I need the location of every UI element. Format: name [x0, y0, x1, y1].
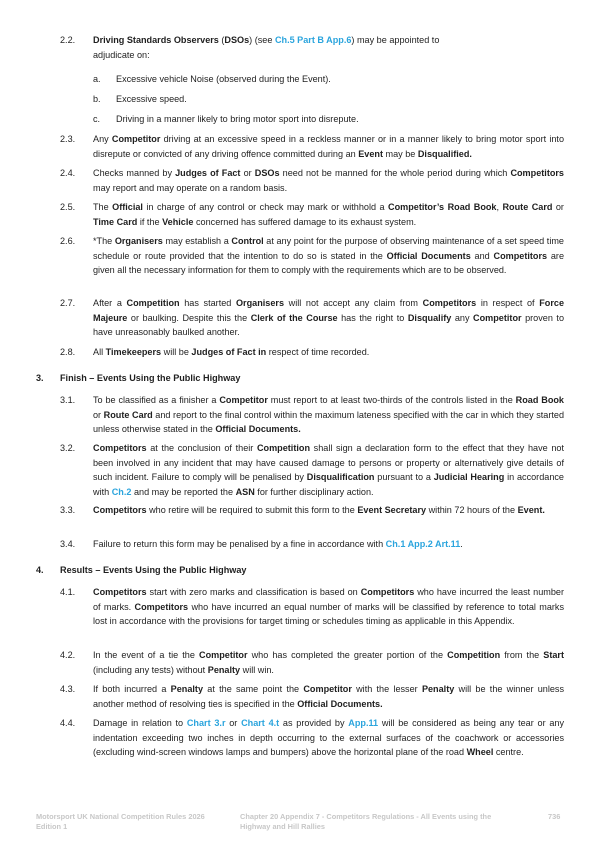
page-number: 736	[548, 812, 561, 821]
link-ch1-app2-art11[interactable]: Ch.1 App.2 Art.11	[385, 539, 461, 549]
clause-2-5: The Official in charge of any control or check may mark or withhold a Competitor’s Road Book, Route Card or Time Card if the Vehicle concerned has suffered damage to its exhaust system.	[93, 202, 564, 227]
footer-edition: Edition 1	[36, 822, 68, 831]
section-heading: Results – Events Using the Public Highway	[60, 565, 247, 575]
clause-number: 2.3.	[60, 134, 76, 144]
clause-number: 3.2.	[60, 443, 76, 453]
section-number: 4.	[36, 565, 44, 575]
clause-4-3: If both incurred a Penalty at the same point the Competitor with the lesser Penalty will be the winner unless another method of resolving ties is specified in the Official Documents.	[93, 684, 565, 709]
clause-2-3: Any Competitor driving at an excessive speed in a reckless manner or in a manner likely to bring motor sport into disrepute or convicted of any driving offence committed during an Event may be Disqualified.	[93, 134, 565, 159]
footer-chapter-line1: Chapter 20 Appendix 7 - Competitors Regulations - All Events using the	[240, 812, 492, 821]
clause-3-3: Competitors who retire will be required to submit this form to the Event Secretary within 72 hours of the Event.	[93, 505, 545, 515]
sub-item-text: Excessive vehicle Noise (observed during the Event).	[116, 74, 331, 84]
link-chart-3r[interactable]: Chart 3.r	[186, 718, 226, 728]
link-ch2[interactable]: Ch.2	[111, 486, 132, 497]
clause-2-7: After a Competition has started Organisers will not accept any claim from Competitors in respect of Force Majeure or baulking. Despite this the Clerk of the Course has the right to Disqualify any Competitor proven to have unreasonably baulked another.	[93, 298, 564, 338]
clause-number: 2.8.	[60, 347, 76, 357]
section-heading: Finish – Events Using the Public Highway	[60, 373, 241, 383]
clause-number: 4.2.	[60, 650, 76, 660]
footer-left	[36, 812, 236, 832]
clause-number: 4.1.	[60, 587, 76, 597]
link-app11[interactable]: App.11	[348, 718, 379, 728]
footer-chapter-line2: Highway and Hill Rallies	[240, 822, 326, 831]
footer-publication: Motorsport UK National Competition Rules 2026	[36, 812, 205, 821]
clause-2-8: All Timekeepers will be Judges of Fact in respect of time recorded.	[93, 347, 370, 357]
footer-middle	[240, 812, 540, 832]
link-ch5-part-b-app6[interactable]: Ch.5 Part B App.6	[274, 35, 352, 45]
clause-number: 2.7.	[60, 298, 76, 308]
clause-2-4: Checks manned by Judges of Fact or DSOs need not be manned for the whole period during which Competitors may report and may operate on a random basis.	[93, 168, 564, 193]
clause-number: 3.4.	[60, 539, 76, 549]
clause-number: 2.5.	[60, 202, 76, 212]
clause-3-4: Failure to return this form may be penalised by a fine in accordance with Ch.1 App.2 Art.11.	[93, 539, 463, 549]
sub-item-text: Excessive speed.	[116, 94, 187, 104]
clause-2-2: Driving Standards Observers (DSOs) (see Ch.5 Part B App.6) may be appointed to adjudicate on:	[93, 35, 440, 60]
sub-item-text: Driving in a manner likely to bring motor sport into disrepute.	[116, 114, 359, 124]
sub-item-label: b.	[93, 94, 101, 104]
clause-2-6: *The Organisers may establish a Control at any point for the purpose of observing maintenance of a set speed time schedule or route provided that the intention to do so is stated in the Official Documents and Competitors are given all the necessary information for them to comply with the requirements which are to be observed.	[93, 236, 565, 276]
sub-item-label: a.	[93, 74, 101, 84]
clause-number: 2.2.	[60, 35, 76, 45]
clause-4-4: Damage in relation to Chart 3.r or Chart 4.t as provided by App.11 will be considered as being any tear or any indentation exceeding two inches in depth occurring to the external surfaces of the coachwork or accessories (excluding wind-screen windows lamps and bumpers) above the horizontal plane of the road Wheel centre.	[93, 718, 565, 758]
clause-number: 3.1.	[60, 395, 76, 405]
clause-3-1: To be classified as a finisher a Competitor must report to at least two-thirds of the controls listed in the Road Book or Route Card and report to the final control within the maximum lateness specified with the car in which they started unless otherwise stated in the Official Documents.	[93, 395, 564, 435]
clause-number: 3.3.	[60, 505, 76, 515]
sub-item-label: c.	[93, 114, 101, 124]
section-number: 3.	[36, 373, 44, 383]
clause-number: 2.6.	[60, 236, 76, 246]
clause-3-2: Competitors at the conclusion of their Competition shall sign a declaration form to the effect that they have not been involved in any incident that may have caused damage to persons or property or alternatively give details of such incident. Failure to comply will be penalised by Disqualification pursuant to a Judicial Hearing in accordance with Ch.2 and may be reported the ASN for further disciplinary action.	[93, 443, 564, 497]
clause-number: 4.4.	[60, 718, 76, 728]
clause-number: 4.3.	[60, 684, 76, 694]
clause-4-1: Competitors start with zero marks and classification is based on Competitors who have incurred the least number of marks. Competitors who have incurred an equal number of marks will be classified by reference to total marks lost in accordance with the provisions for target timing or schedules timing as applicable in this Appendix.	[93, 587, 564, 627]
clause-number: 2.4.	[60, 168, 76, 178]
clause-4-2: In the event of a tie the Competitor who has completed the greater portion of the Competition from the Start (including any tests) without Penalty will win.	[93, 650, 564, 675]
link-chart-4t[interactable]: Chart 4.t	[241, 718, 280, 728]
